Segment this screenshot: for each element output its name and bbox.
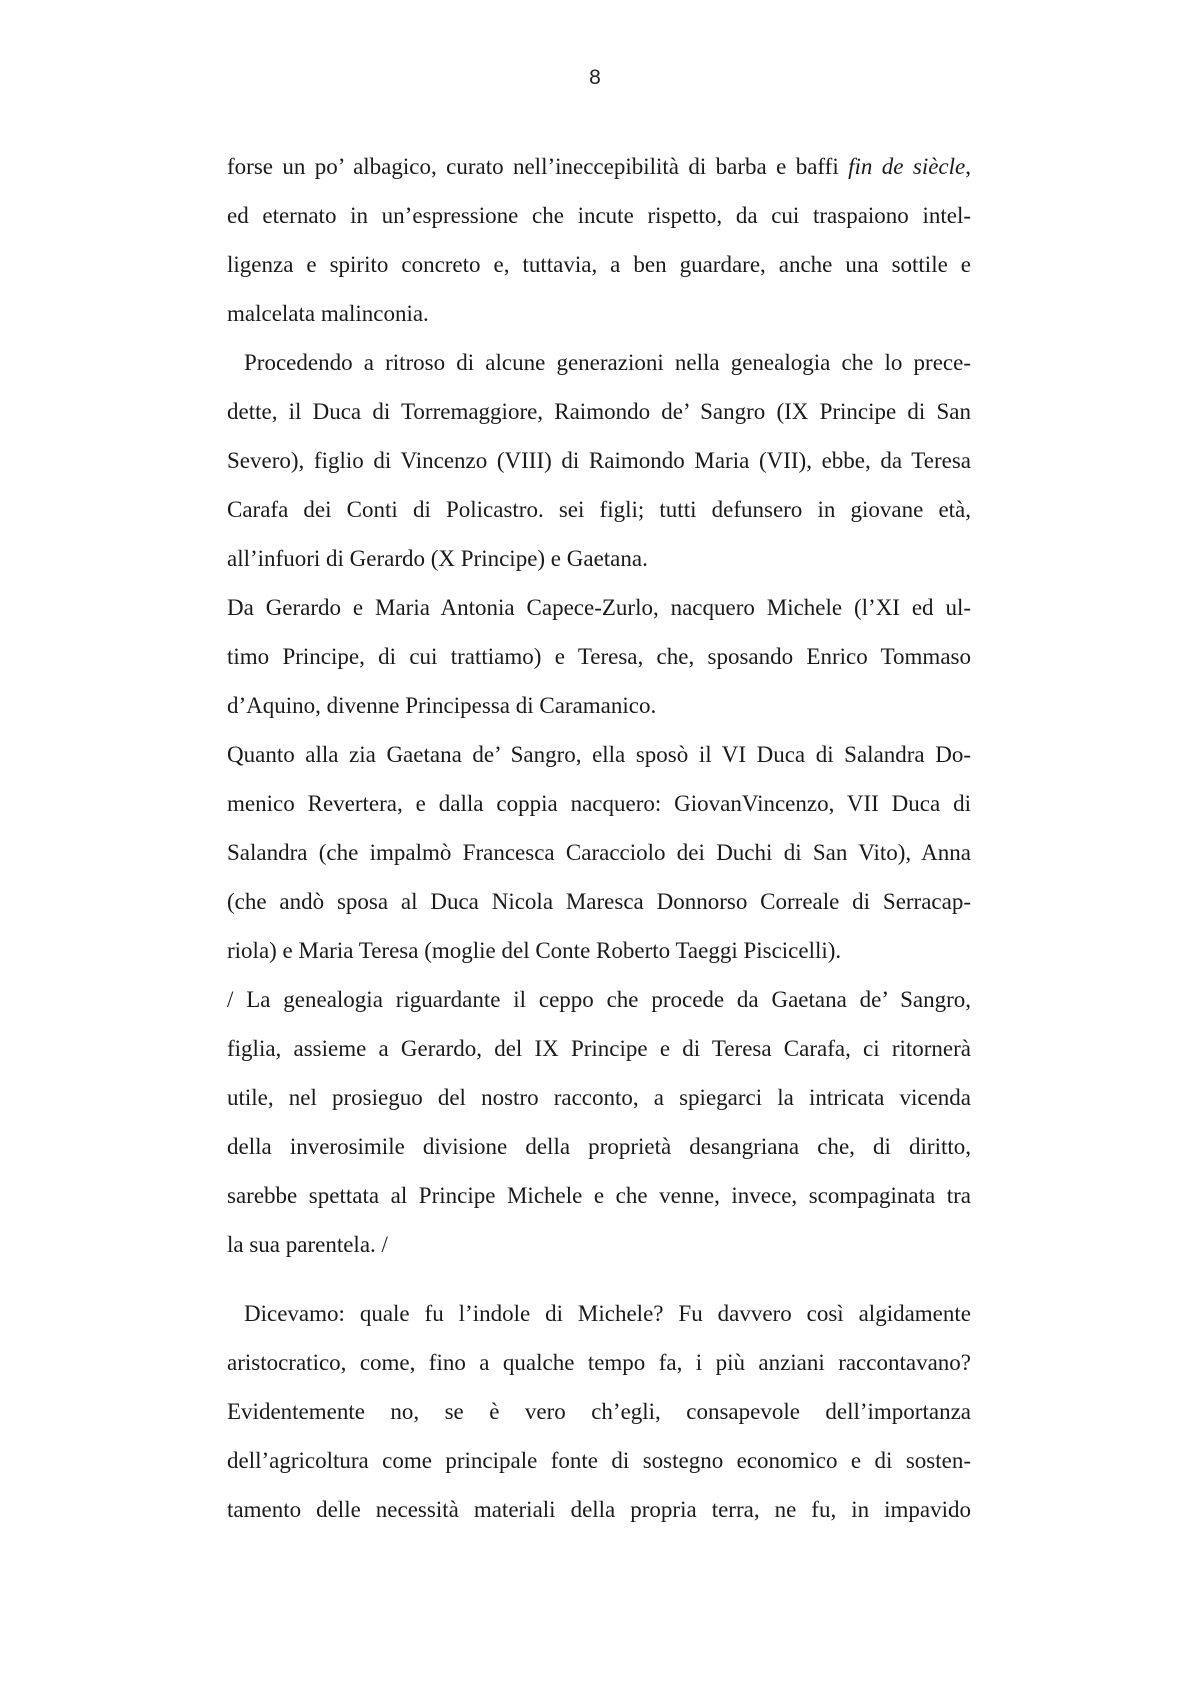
text-line: Procedendo a ritroso di alcune generazioni nella genealogia che lo prece- (244, 350, 971, 375)
text-line: aristocratico, come, fino a qualche tempo fa, i più anziani raccontavano? (227, 1350, 971, 1375)
text-line: timo Principe, di cui trattiamo) e Teresa, che, sposando Enrico Tommaso (227, 644, 971, 669)
text-line: Da Gerardo e Maria Antonia Capece-Zurlo, nacquero Michele (l’XI ed ul- (227, 595, 971, 620)
paragraph-gap (227, 1269, 971, 1289)
page-number: 8 (589, 66, 601, 89)
text-line: Severo), figlio di Vincenzo (VIII) di Raimondo Maria (VII), ebbe, da Teresa (227, 448, 971, 473)
text-line: menico Revertera, e dalla coppia nacquero: GiovanVincenzo, VII Duca di (227, 791, 971, 816)
text-line: della inverosimile divisione della proprietà desangriana che, di diritto, (227, 1134, 971, 1159)
text-line: / La genealogia riguardante il ceppo che procede da Gaetana de’ Sangro, (227, 987, 971, 1012)
text-line: Evidentemente no, se è vero ch’egli, consapevole dell’importanza (227, 1399, 971, 1424)
text-line: ligenza e spirito concreto e, tuttavia, a ben guardare, anche una sottile e (227, 252, 971, 277)
text-line: all’infuori di Gerardo (X Principe) e Gaetana. (227, 546, 648, 571)
text-line: malcelata malinconia. (227, 301, 429, 326)
text-line: utile, nel prosieguo del nostro racconto, a spiegarci la intricata vicenda (227, 1085, 971, 1110)
text-line: figlia, assieme a Gerardo, del IX Principe e di Teresa Carafa, ci ritornerà (227, 1036, 971, 1061)
text-line: forse un po’ albagico, curato nell’ineccepibilità di barba e baffi fin de siècle, (227, 154, 971, 179)
text-line: riola) e Maria Teresa (moglie del Conte Roberto Taeggi Piscicelli). (227, 938, 842, 963)
italic-phrase: fin de siècle (848, 154, 966, 179)
text-line: ed eternato in un’espressione che incute rispetto, da cui traspaiono intel- (227, 203, 971, 228)
text-line: Carafa dei Conti di Policastro. sei figli; tutti defunsero in giovane età, (227, 497, 971, 522)
text-line: tamento delle necessità materiali della propria terra, ne fu, in impavido (227, 1497, 971, 1522)
text-line: dell’agricoltura come principale fonte di sostegno economico e di sosten- (227, 1448, 971, 1473)
text-line: Quanto alla zia Gaetana de’ Sangro, ella sposò il VI Duca di Salandra Do- (227, 742, 971, 767)
text-line: (che andò sposa al Duca Nicola Maresca Donnorso Correale di Serracap- (227, 889, 971, 914)
text-line: Dicevamo: quale fu l’indole di Michele? Fu davvero così algidamente (244, 1301, 971, 1326)
text-line: d’Aquino, divenne Principessa di Caramanico. (227, 693, 657, 718)
body-text (227, 142, 971, 1534)
text-line: dette, il Duca di Torremaggiore, Raimondo de’ Sangro (IX Principe di San (227, 399, 971, 424)
text-line: Salandra (che impalmò Francesca Caracciolo dei Duchi di San Vito), Anna (227, 840, 971, 865)
text-line: la sua parentela. / (227, 1232, 388, 1257)
text-line: sarebbe spettata al Principe Michele e che venne, invece, scompaginata tra (227, 1183, 971, 1208)
